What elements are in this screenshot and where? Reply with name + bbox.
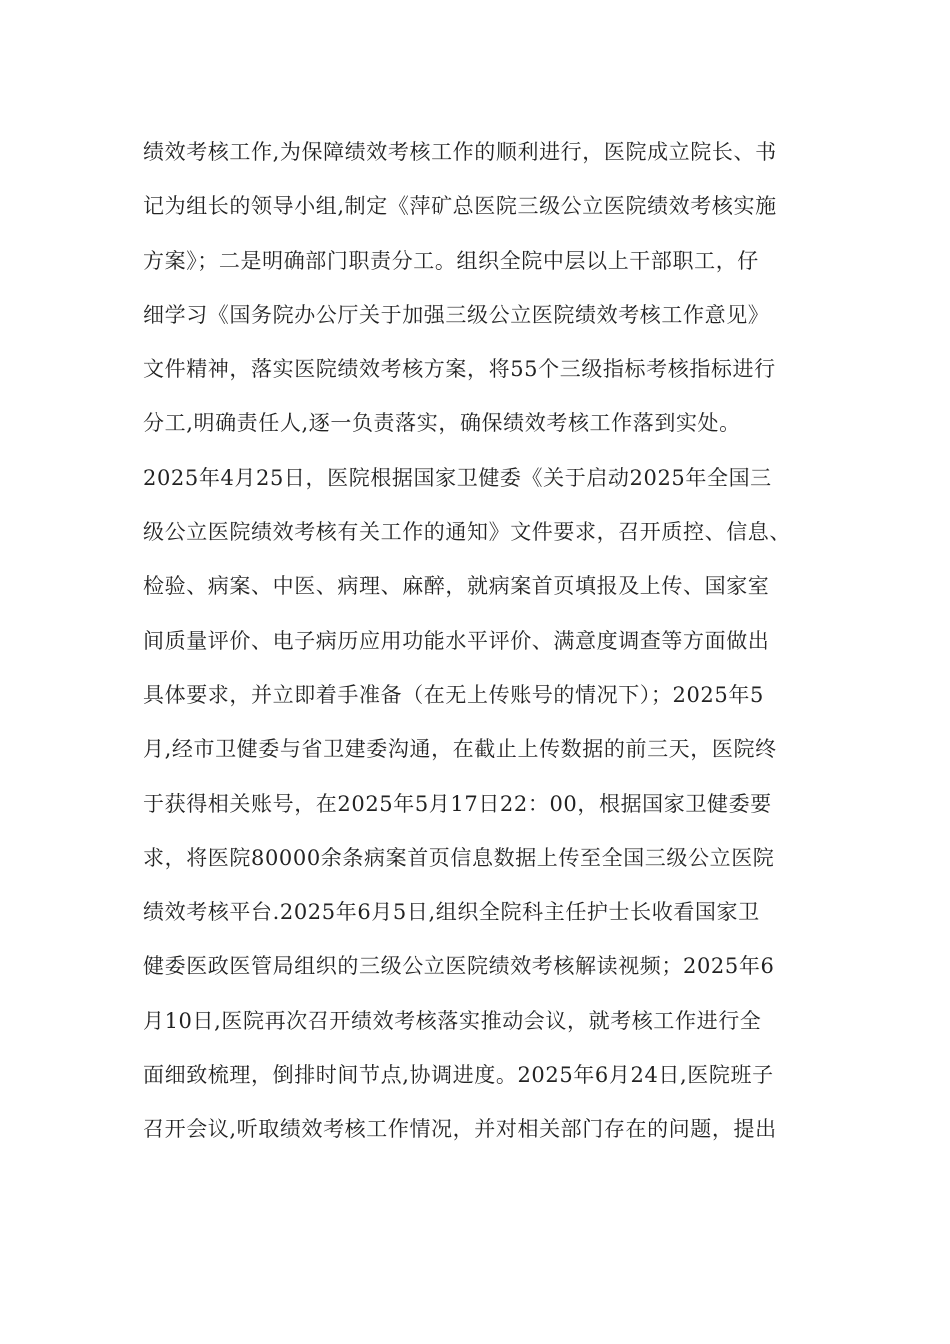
- text-line: 绩效考核平台.2025年6月5日,组织全院科主任护士长收看国家卫: [143, 900, 760, 925]
- text-line: 于获得相关账号，在2025年5月17日22：00，根据国家卫健委要: [143, 791, 772, 816]
- text-line: 文件精神，落实医院绩效考核方案，将55个三级指标考核指标进行: [143, 357, 776, 382]
- text-line: 具体要求，并立即着手准备（在无上传账号的情况下）；2025年5: [143, 682, 764, 707]
- text-line: 2025年4月25日，医院根据国家卫健委《关于启动2025年全国三: [143, 465, 772, 490]
- text-line: 面细致梳理，倒排时间节点,协调进度。2025年6月24日,医院班子: [143, 1063, 774, 1088]
- text-line: 记为组长的领导小组,制定《萍矿总医院三级公立医院绩效考核实施: [143, 194, 777, 219]
- body-text: [143, 136, 823, 1168]
- text-line: 召开会议,听取绩效考核工作情况，并对相关部门存在的问题，提出: [143, 1117, 777, 1142]
- text-line: 月,经市卫健委与省卫建委沟通，在截止上传数据的前三天，医院终: [143, 737, 777, 762]
- text-line: 健委医政医管局组织的三级公立医院绩效考核解读视频；2025年6: [143, 954, 775, 979]
- text-line: 求，将医院80000余条病案首页信息数据上传至全国三级公立医院: [143, 845, 775, 870]
- text-line: 月10日,医院再次召开绩效考核落实推动会议，就考核工作进行全: [143, 1008, 762, 1033]
- text-line: 分工,明确责任人,逐一负责落实，确保绩效考核工作落到实处。: [143, 411, 741, 436]
- text-line: 检验、病案、中医、病理、麻醉，就病案首页填报及上传、国家室: [143, 574, 770, 599]
- text-line: 绩效考核工作,为保障绩效考核工作的顺利进行，医院成立院长、书: [143, 140, 777, 164]
- text-line: 细学习《国务院办公厅关于加强三级公立医院绩效考核工作意见》: [143, 302, 770, 327]
- text-line: 方案》；二是明确部门职责分工。组织全院中层以上干部职工，仔: [143, 248, 759, 273]
- text-line: 间质量评价、电子病历应用功能水平评价、满意度调查等方面做出: [143, 628, 770, 653]
- text-line: 级公立医院绩效考核有关工作的通知》文件要求，召开质控、信息、: [143, 520, 791, 545]
